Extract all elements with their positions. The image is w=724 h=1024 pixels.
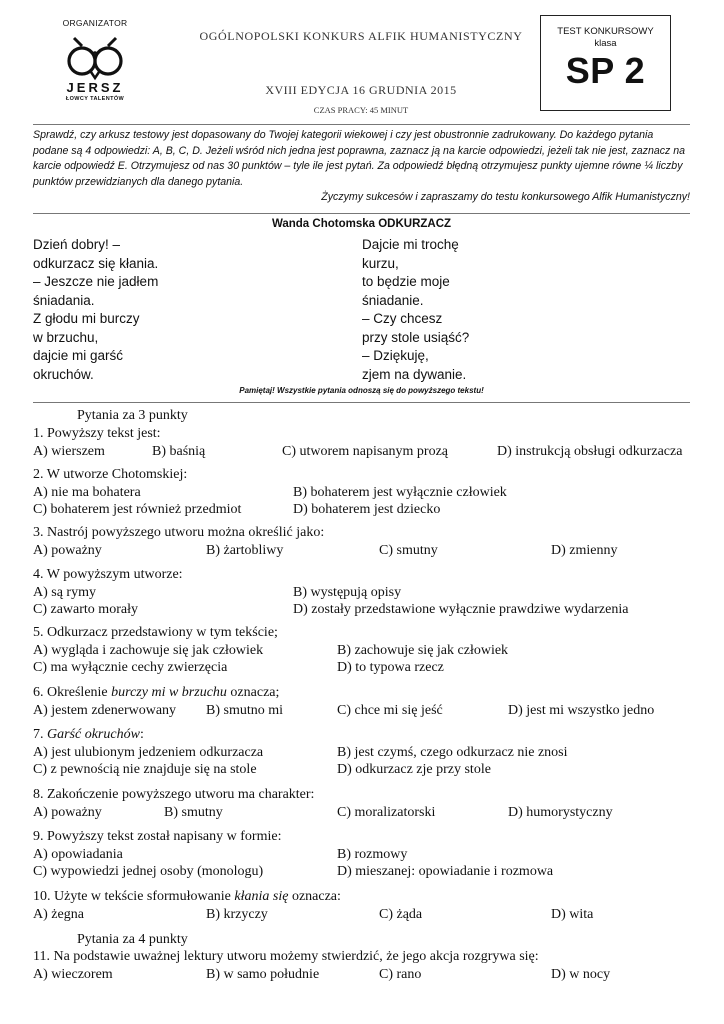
owl-glasses-logo-icon xyxy=(60,32,130,86)
question xyxy=(33,828,698,881)
answer-option: B) zachowuje się jak człowiek xyxy=(337,642,509,658)
options-row xyxy=(33,906,698,924)
answer-option: C) ma wyłącznie cechy zwierzęcia xyxy=(33,660,228,675)
answer-option: B) smutno mi xyxy=(206,702,284,718)
poem-line: śniadanie. xyxy=(362,292,424,308)
answer-option: A) są rymy xyxy=(33,584,96,600)
answer-option: D) wita xyxy=(551,906,594,922)
options-row xyxy=(33,702,698,720)
answer-option: A) wygląda i zachowuje się jak człowiek xyxy=(33,642,264,658)
answer-option: D) jest mi wszystko jedno xyxy=(508,702,655,718)
question xyxy=(33,888,698,923)
instructions xyxy=(33,128,690,206)
options-row xyxy=(33,659,698,677)
instructions-text: Sprawdź, czy arkusz testowy jest dopasowany do Twojej kategorii wiekowej i czy jest obustronnie zadrukowany. Do każdego pytania podane są 4 odpowiedzi: A, B, C, D. Jeżeli wśród nich jedna jest poprawna, zaznacz ją na karcie odpowiedzi, jeżeli tak nie jest, zaznacz na karcie odpowiedź E. Otrzymujesz od nas 30 punktów – tyle ile jest pytań. Za odpowiedź błędną otrzymujesz punkty ujemne równe ¼ liczby punktów przewidzianych dla danego pytania. xyxy=(33,129,686,188)
class-label: klasa xyxy=(594,38,617,49)
question-number: 5. xyxy=(33,625,44,640)
question-text: Odkurzacz przedstawiony w tym tekście; xyxy=(47,625,278,640)
poem-line: zjem na dywanie. xyxy=(362,366,467,382)
question-text: : xyxy=(139,727,144,742)
question-number: 10. xyxy=(33,889,51,904)
question-text: Powyższy tekst został napisany w formie: xyxy=(47,829,282,844)
answer-option: B) krzyczy xyxy=(206,906,268,922)
question-stem xyxy=(33,888,698,906)
question-stem xyxy=(33,948,698,966)
question xyxy=(33,466,698,519)
test-class-box xyxy=(540,15,671,111)
answer-option: C) żąda xyxy=(379,906,423,922)
answer-option: B) rozmowy xyxy=(337,846,408,862)
question-number: 3. xyxy=(33,525,44,540)
logo-subtitle: ŁOWCY TALENTÓW xyxy=(65,96,125,102)
poem-line: Dajcie mi trochę xyxy=(362,237,459,252)
options-row xyxy=(33,601,698,619)
answer-option: C) zawarto morały xyxy=(33,602,138,617)
question-text: Użyte w tekście sformułowanie xyxy=(54,889,235,904)
answer-option: C) bohaterem jest również przedmiot xyxy=(33,502,242,517)
question xyxy=(33,624,698,677)
answer-option: D) odkurzacz zje przy stole xyxy=(337,762,491,777)
answer-option: A) poważny xyxy=(33,804,102,820)
answer-option: C) utworem napisanym prozą xyxy=(282,443,449,459)
edition-date: XVIII EDYCJA 16 GRUDNIA 2015 xyxy=(265,83,457,97)
question-text: Powyższy tekst jest: xyxy=(47,426,161,441)
organizer-label: ORGANIZATOR xyxy=(62,18,128,28)
answer-option: B) baśnią xyxy=(152,443,206,459)
poem-line: to będzie moje xyxy=(362,274,450,289)
answer-option: A) opowiadania xyxy=(33,846,123,862)
question-text: W utworze Chotomskiej: xyxy=(46,467,188,482)
class-code: SP 2 xyxy=(565,50,646,91)
question-text: Zakończenie powyższego utworu ma charakter: xyxy=(47,787,315,802)
options-row xyxy=(33,642,698,660)
options-row xyxy=(33,443,698,461)
answer-option: A) jestem zdenerwowany xyxy=(33,702,177,718)
section-heading-3-points: Pytania za 3 punkty xyxy=(77,408,188,423)
answer-option: D) w nocy xyxy=(551,966,611,982)
answer-option: D) zostały przedstawione wyłącznie prawdziwe wydarzenia xyxy=(293,602,629,617)
answer-option: C) z pewnością nie znajduje się na stole xyxy=(33,762,257,777)
answer-option: A) żegna xyxy=(33,906,84,922)
question-stem xyxy=(33,684,698,702)
answer-option: A) wieczorem xyxy=(33,966,113,982)
answer-option: D) bohaterem jest dziecko xyxy=(293,502,441,517)
question-number: 7. xyxy=(33,727,44,742)
question-stem xyxy=(33,726,698,744)
answer-option: D) mieszanej: opowiadanie i rozmowa xyxy=(337,864,554,879)
question-stem xyxy=(33,786,698,804)
poem-title: Wanda Chotomska ODKURZACZ xyxy=(271,218,452,230)
question-text: oznacza: xyxy=(288,889,341,904)
question-stem xyxy=(33,566,698,584)
options-row xyxy=(33,542,698,560)
answer-option: C) smutny xyxy=(379,542,438,558)
answer-option: D) instrukcją obsługi odkurzacza xyxy=(497,443,683,459)
wish-text: Życzymy sukcesów i zapraszamy do testu konkursowego Alfik Humanistyczny! xyxy=(321,191,690,203)
options-row xyxy=(33,846,698,864)
answer-option: B) jest czymś, czego odkurzacz nie znosi xyxy=(337,744,568,760)
poem-line: kurzu, xyxy=(362,255,399,271)
question-number: 6. xyxy=(33,685,44,700)
poem-line: śniadania. xyxy=(33,292,95,308)
question-number: 1. xyxy=(33,426,44,441)
options-row xyxy=(33,966,698,984)
options-row xyxy=(33,584,698,602)
question-stem xyxy=(33,624,698,642)
options-row xyxy=(33,761,698,779)
answer-option: C) wypowiedzi jednej osoby (monologu) xyxy=(33,864,264,879)
answer-option: A) poważny xyxy=(33,542,102,558)
poem-line: Z głodu mi burczy xyxy=(33,311,140,326)
question-stem xyxy=(33,466,698,484)
options-row xyxy=(33,804,698,822)
question xyxy=(33,524,698,559)
question-number: 9. xyxy=(33,829,44,844)
answer-option: B) występują opisy xyxy=(293,584,402,600)
test-box-label: TEST KONKURSOWY xyxy=(557,26,654,37)
answer-option: A) wierszem xyxy=(33,443,105,459)
question-text: Określenie xyxy=(47,685,112,700)
poem-line: Dzień dobry! – xyxy=(33,237,121,252)
options-row xyxy=(33,744,698,762)
question-stem xyxy=(33,828,698,846)
poem-line: okruchów. xyxy=(33,366,94,382)
poem-line: – Czy chcesz xyxy=(362,311,443,326)
question-text: oznacza; xyxy=(226,685,280,700)
poem-line: odkurzacz się kłania. xyxy=(33,255,159,271)
question-stem xyxy=(33,425,698,443)
poem-line: przy stole usiąść? xyxy=(362,329,470,345)
question-number: 11. xyxy=(33,949,50,964)
poem-line: – Jeszcze nie jadłem xyxy=(33,274,159,289)
question-text: Nastrój powyższego utworu można określić jako: xyxy=(47,525,325,540)
answer-option: C) rano xyxy=(379,966,422,982)
poem-line: w brzuchu, xyxy=(33,329,99,345)
answer-option: B) bohaterem jest wyłącznie człowiek xyxy=(293,484,507,500)
logo-wordmark: JERSZ xyxy=(66,80,124,95)
question xyxy=(33,684,698,719)
answer-option: C) moralizatorski xyxy=(337,804,436,820)
section-heading-4-points: Pytania za 4 punkty xyxy=(77,932,188,947)
question xyxy=(33,948,698,983)
question xyxy=(33,726,698,779)
question-text: W powyższym utworze: xyxy=(46,567,183,582)
answer-option: A) nie ma bohatera xyxy=(33,484,141,500)
options-row xyxy=(33,501,698,519)
question xyxy=(33,786,698,821)
question xyxy=(33,566,698,619)
answer-option: D) zmienny xyxy=(551,542,618,558)
answer-option: D) to typowa rzecz xyxy=(337,660,444,675)
question-number: 2. xyxy=(33,467,44,482)
poem-right-column xyxy=(362,236,662,384)
contest-title: OGÓLNOPOLSKI KONKURS ALFIK HUMANISTYCZNY xyxy=(199,29,523,43)
quoted-phrase: kłania się xyxy=(234,889,289,904)
poem-left-column xyxy=(33,236,333,384)
question-number: 4. xyxy=(33,567,44,582)
answer-option: B) żartobliwy xyxy=(206,542,284,558)
quoted-phrase: burczy mi w brzuchu xyxy=(111,685,227,700)
divider xyxy=(33,213,690,214)
question-stem xyxy=(33,524,698,542)
answer-option: D) humorystyczny xyxy=(508,804,613,820)
poem-line: – Dziękuję, xyxy=(362,348,429,363)
options-row xyxy=(33,863,698,881)
divider xyxy=(33,124,690,125)
quoted-phrase: Garść okruchów xyxy=(47,727,140,742)
answer-option: B) w samo południe xyxy=(206,966,320,982)
answer-option: A) jest ulubionym jedzeniem odkurzacza xyxy=(33,744,264,760)
question-text: Na podstawie uważnej lektury utworu możemy stwierdzić, że jego akcja rozgrywa się: xyxy=(53,949,539,964)
question xyxy=(33,425,698,460)
work-time: CZAS PRACY: 45 MINUT xyxy=(313,105,409,115)
question-number: 8. xyxy=(33,787,44,802)
options-row xyxy=(33,484,698,502)
poem-line: dajcie mi garść xyxy=(33,348,124,363)
remember-note: Pamiętaj! Wszystkie pytania odnoszą się do powyższego tekstu! xyxy=(239,386,484,395)
answer-option: B) smutny xyxy=(164,804,223,820)
answer-option: C) chce mi się jeść xyxy=(337,702,443,718)
divider xyxy=(33,402,690,403)
